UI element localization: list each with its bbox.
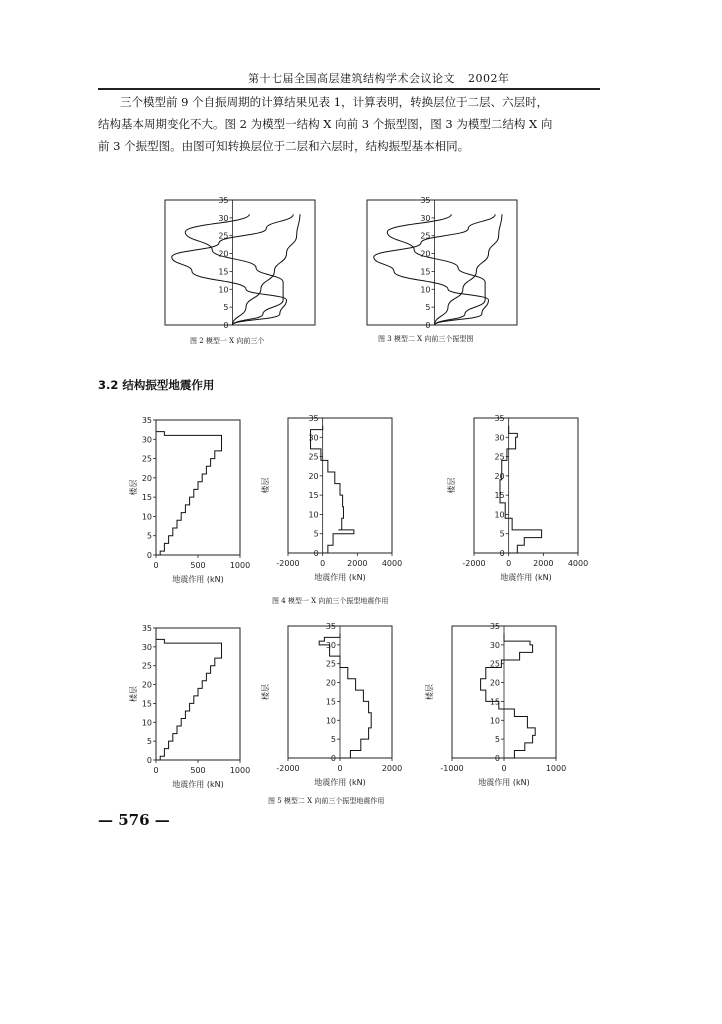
fig4c-x-tick-label: 2000	[533, 559, 554, 568]
fig5c-series-1-line	[481, 634, 536, 758]
fig4c-x-tick-label: 4000	[567, 559, 589, 568]
fig5a-x-tick-label: 500	[190, 766, 206, 775]
fig4b-seismic-force-chart	[250, 412, 403, 587]
running-header	[98, 66, 600, 90]
fig4b-y-tick-label: 35	[308, 414, 319, 423]
fig5a-seismic-force-chart	[126, 620, 251, 790]
fig3-plot-frame	[367, 200, 517, 325]
fig3-series-2-line	[387, 214, 485, 325]
fig5b-x-tick-label: -2000	[276, 764, 300, 773]
fig4a-y-tick-label: 0	[146, 551, 152, 560]
fig5b-y-tick-label: 5	[330, 735, 336, 745]
fig5a-y-axis-label: 楼层	[129, 686, 138, 702]
fig5a-x-tick-label: 1000	[229, 766, 251, 775]
fig4c-y-tick-label: 0	[499, 549, 505, 558]
fig4c-y-tick-label: 25	[494, 452, 505, 462]
fig4c-y-tick-label: 10	[494, 510, 505, 520]
fig3-mode-shape-chart	[362, 195, 522, 330]
fig5c-x-tick-label: -1000	[440, 764, 464, 773]
fig4a-y-tick-label: 30	[141, 435, 152, 445]
fig5a-y-tick-label: 30	[141, 642, 152, 652]
fig3-y-tick-label: 10	[420, 285, 431, 295]
fig4-caption: 图 4 模型一 X 向前三个振型地震作用	[272, 597, 389, 605]
fig4a-x-tick-label: 1000	[229, 561, 251, 570]
fig5c-y-tick-label: 15	[489, 697, 500, 707]
fig4c-y-tick-label: 5	[499, 529, 505, 539]
fig4a-y-tick-label: 25	[141, 454, 152, 464]
fig2-y-tick-label: 20	[218, 249, 229, 259]
fig4c-x-axis-label: 地震作用 (kN)	[500, 573, 552, 582]
fig4b-y-tick-label: 10	[308, 510, 319, 520]
fig3-caption: 图 3 模型二 X 向前三个振型图	[378, 335, 474, 343]
fig5b-y-tick-label: 35	[325, 622, 336, 631]
fig2-y-tick-label: 35	[218, 196, 229, 205]
fig5a-y-tick-label: 35	[141, 624, 152, 633]
fig5b-y-tick-label: 0	[330, 754, 336, 763]
paragraph-line-2: 结构基本周期变化不大。图 2 为模型一结构 X 向前 3 个振型图，图 3 为模型二结构 X 向	[98, 117, 553, 131]
fig4a-series-1-line	[156, 432, 222, 555]
fig4c-seismic-force-chart	[436, 412, 589, 587]
fig5a-y-tick-label: 0	[146, 756, 152, 765]
fig5b-y-tick-label: 25	[325, 659, 336, 669]
fig5b-x-tick-label: 2000	[381, 764, 403, 773]
fig5a-x-tick-label: 0	[153, 766, 159, 775]
fig2-caption: 图 2 模型一 X 向前三个	[190, 337, 265, 345]
fig4b-x-tick-label: 0	[320, 559, 326, 568]
fig5a-y-tick-label: 5	[146, 737, 152, 747]
fig4a-x-tick-label: 0	[153, 561, 159, 570]
fig5-caption: 图 5 模型二 X 向前三个振型地震作用	[268, 797, 385, 805]
fig5b-y-axis-label: 楼层	[261, 684, 270, 700]
fig2-mode-shape-chart	[160, 195, 320, 330]
fig5c-y-axis-label: 楼层	[425, 684, 434, 700]
header-year: 2002年	[468, 72, 510, 85]
fig3-y-tick-label: 25	[420, 231, 431, 241]
fig5b-y-tick-label: 30	[325, 640, 336, 650]
fig4b-y-tick-label: 15	[308, 491, 319, 501]
fig4a-y-tick-label: 35	[141, 416, 152, 425]
fig2-series-1-line	[233, 214, 301, 325]
fig4a-y-tick-label: 10	[141, 512, 152, 522]
fig3-y-tick-label: 5	[425, 303, 431, 313]
fig5a-y-tick-label: 10	[141, 718, 152, 728]
fig5c-y-tick-label: 5	[494, 735, 500, 745]
fig5b-y-tick-label: 20	[325, 678, 336, 688]
fig5c-y-tick-label: 20	[489, 678, 500, 688]
fig4b-x-axis-label: 地震作用 (kN)	[314, 573, 366, 582]
fig4c-x-tick-label: 0	[506, 559, 512, 568]
fig5c-x-tick-label: 1000	[545, 764, 567, 773]
paragraph-line-3: 前 3 个振型图。由图可知转换层位于二层和六层时，结构振型基本相同。	[98, 139, 470, 153]
fig5b-series-1-line	[319, 634, 371, 758]
fig2-y-tick-label: 30	[218, 213, 229, 223]
fig4c-y-tick-label: 15	[494, 491, 505, 501]
fig2-plot-frame	[165, 200, 315, 325]
fig3-y-tick-label: 20	[420, 249, 431, 259]
fig4a-y-tick-label: 5	[146, 531, 152, 541]
fig2-y-tick-label: 15	[218, 267, 229, 277]
fig3-y-tick-label: 0	[425, 321, 431, 330]
fig4b-y-tick-label: 0	[313, 549, 319, 558]
fig5b-y-tick-label: 10	[325, 716, 336, 726]
fig5a-y-tick-label: 25	[141, 661, 152, 671]
fig4a-x-axis-label: 地震作用 (kN)	[172, 575, 224, 584]
fig5a-x-axis-label: 地震作用 (kN)	[172, 780, 224, 789]
fig5c-y-tick-label: 30	[489, 640, 500, 650]
fig3-y-tick-label: 30	[420, 213, 431, 223]
page-number: — 576 —	[98, 811, 170, 829]
fig4b-y-tick-label: 20	[308, 471, 319, 481]
fig2-y-tick-label: 0	[223, 321, 229, 330]
fig4a-y-axis-label: 楼层	[129, 479, 138, 496]
fig2-y-tick-label: 5	[223, 303, 229, 313]
fig3-y-tick-label: 15	[420, 267, 431, 277]
fig4c-plot-frame	[474, 418, 578, 553]
fig5c-y-tick-label: 10	[489, 716, 500, 726]
fig4c-y-axis-label: 楼层	[447, 477, 456, 494]
fig5c-y-tick-label: 0	[494, 754, 500, 763]
fig5c-x-tick-label: 0	[501, 764, 507, 773]
fig5a-y-tick-label: 20	[141, 680, 152, 690]
fig4b-y-tick-label: 5	[313, 529, 319, 539]
fig3-y-tick-label: 35	[420, 196, 431, 205]
fig5b-x-axis-label: 地震作用 (kN)	[314, 778, 366, 787]
paragraph-line-1: 三个模型前 9 个自振周期的计算结果见表 1，计算表明，转换层位于二层、六层时，	[120, 95, 549, 109]
fig5c-x-axis-label: 地震作用 (kN)	[478, 778, 530, 787]
fig5c-y-tick-label: 35	[489, 622, 500, 631]
fig3-series-1-line	[435, 214, 503, 325]
fig4a-x-tick-label: 500	[190, 561, 206, 570]
fig5c-y-tick-label: 25	[489, 659, 500, 669]
fig5a-y-tick-label: 15	[141, 699, 152, 709]
fig4c-y-tick-label: 20	[494, 471, 505, 481]
fig5b-x-tick-label: 0	[337, 764, 343, 773]
fig4c-x-tick-label: -2000	[462, 559, 486, 568]
fig2-y-tick-label: 25	[218, 231, 229, 241]
fig4b-y-tick-label: 25	[308, 452, 319, 462]
fig4b-x-tick-label: 4000	[381, 559, 403, 568]
header-title: 第十七届全国高层建筑结构学术会议论文	[248, 72, 455, 85]
fig4b-y-axis-label: 楼层	[261, 477, 270, 494]
fig5a-series-1-line	[156, 639, 222, 760]
fig2-series-2-line	[185, 214, 283, 325]
section-heading: 3.2 结构振型地震作用	[98, 378, 215, 392]
fig2-y-tick-label: 10	[218, 285, 229, 295]
fig5c-seismic-force-chart	[425, 620, 578, 790]
fig4c-y-tick-label: 35	[494, 414, 505, 423]
fig4b-x-tick-label: 2000	[347, 559, 368, 568]
fig4b-x-tick-label: -2000	[276, 559, 300, 568]
fig4b-y-tick-label: 30	[308, 433, 319, 443]
fig4a-y-tick-label: 15	[141, 493, 152, 503]
fig5b-seismic-force-chart	[261, 620, 414, 790]
fig4a-seismic-force-chart	[129, 412, 251, 587]
fig4a-y-tick-label: 20	[141, 473, 152, 483]
fig4c-y-tick-label: 30	[494, 433, 505, 443]
fig5b-y-tick-label: 15	[325, 697, 336, 707]
